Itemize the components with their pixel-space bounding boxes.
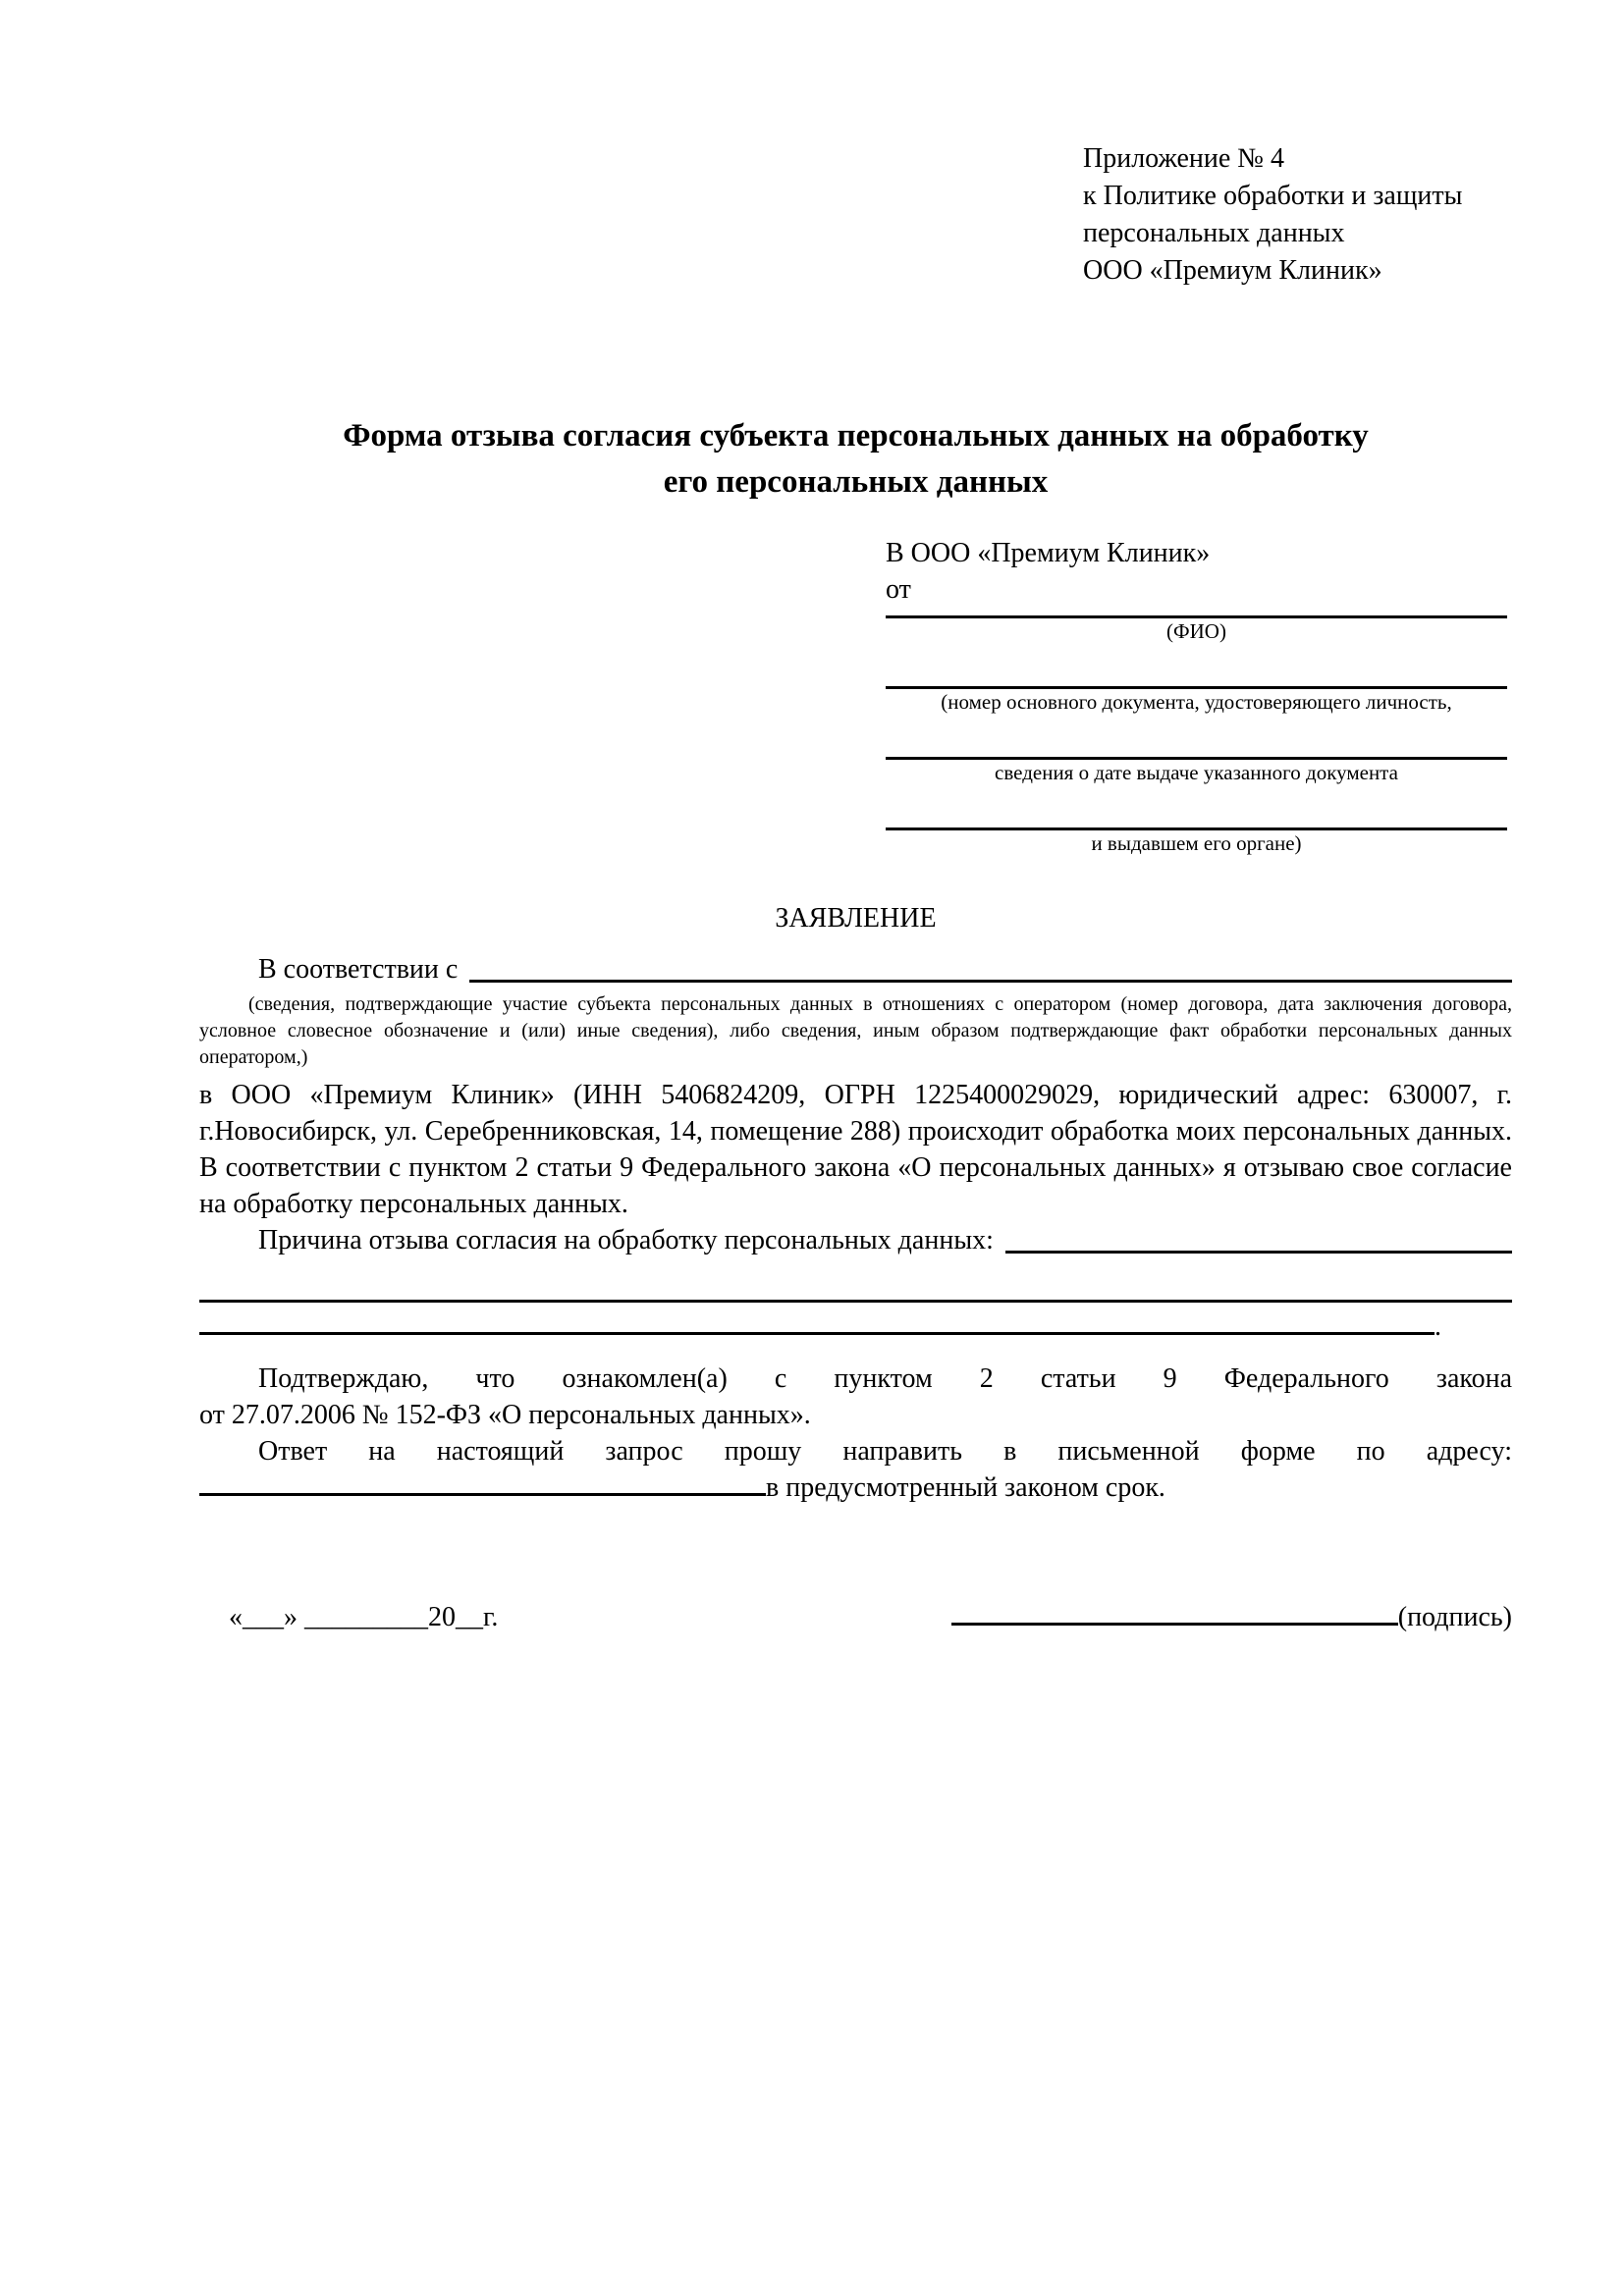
form-title [199,413,1512,506]
signature-caption: (подпись) [1397,1602,1512,1632]
date-signature-row [199,1599,1512,1635]
addressee-block [886,535,1507,857]
appendix-line: ООО «Премиум Клиник» [1083,255,1382,286]
body-paragraph: в ООО «Премиум Клиник» (ИНН 5406824209, ОГРН 1225400029029, юридический адрес: 630007, г. г.Новосибирск, ул. Серебренниковская, 14, помещение 288) происходит обработка моих персональных данных. В соответствии с пунктом 2 статьи 9 Федерального закона «О персональных данных» я отзываю свое согласие на обработку персональных данных. [199,1080,1512,1219]
field-caption-document-number: (номер основного документа, удостоверяющего личность, [941,690,1452,714]
field-caption-issuing-authority: и выдавшем его органе) [1091,831,1302,855]
form-field-issue-date [886,757,1507,786]
intro-note: (сведения, подтверждающие участие субъекта персональных данных в отношениях с оператором (номер договора, дата заключения договора, условное словесное обозначение и (или) иные сведения), либо сведения, иным образом подтверждающие факт обработки персональных данных оператором,) [199,993,1512,1068]
reply-suffix: в предусмотренный законом срок. [766,1472,1165,1503]
form-field-document-number [886,686,1507,716]
form-title-line-2: его персональных данных [663,464,1049,500]
reason-label: Причина отзыва согласия на обработку персональных данных: [258,1225,994,1255]
addressee-from-label: от [886,574,911,605]
date-line: «___» _________20__г. [229,1602,499,1632]
appendix-header [1083,140,1512,290]
signature-block [951,1599,1512,1635]
appendix-line: к Политике обработки и защиты [1083,181,1463,211]
form-field-fio [886,615,1507,645]
form-title-line-1: Форма отзыва согласия субъекта персональных данных на обработку [343,418,1369,454]
reason-blank-line-1 [199,1300,1512,1303]
addressee-to: В ООО «Премиум Клиник» [886,538,1211,568]
appendix-line: персональных данных [1083,218,1345,248]
signature-underline [951,1623,1398,1626]
confirmation-line-2: от 27.07.2006 № 152-ФЗ «О персональных данных». [199,1400,811,1430]
reason-line [199,1222,1512,1258]
intro-prefix: В соответствии с [258,954,459,985]
intro-line [199,946,1512,988]
reason-underline [1005,1251,1512,1254]
reply-address-line [199,1469,1512,1506]
confirmation-line-1: Подтверждаю, что ознакомлен(а) с пунктом 2 статьи 9 Федерального закона [258,1363,1512,1394]
form-field-issuing-authority [886,828,1507,857]
field-caption-fio: (ФИО) [1166,619,1226,643]
reason-blank-line-2 [199,1308,1512,1345]
field-caption-issue-date: сведения о дате выдаче указанного документа [995,761,1398,784]
statement-heading: ЗАЯВЛЕНИЕ [775,903,937,934]
reason-period: . [1435,1311,1441,1342]
reply-request-line: Ответ на настоящий запрос прошу направить в письменной форме по адресу: [258,1436,1512,1467]
intro-underline [469,980,1512,983]
reason-blank-underline [199,1332,1435,1335]
appendix-line: Приложение № 4 [1083,143,1284,174]
reply-address-underline [199,1493,766,1496]
